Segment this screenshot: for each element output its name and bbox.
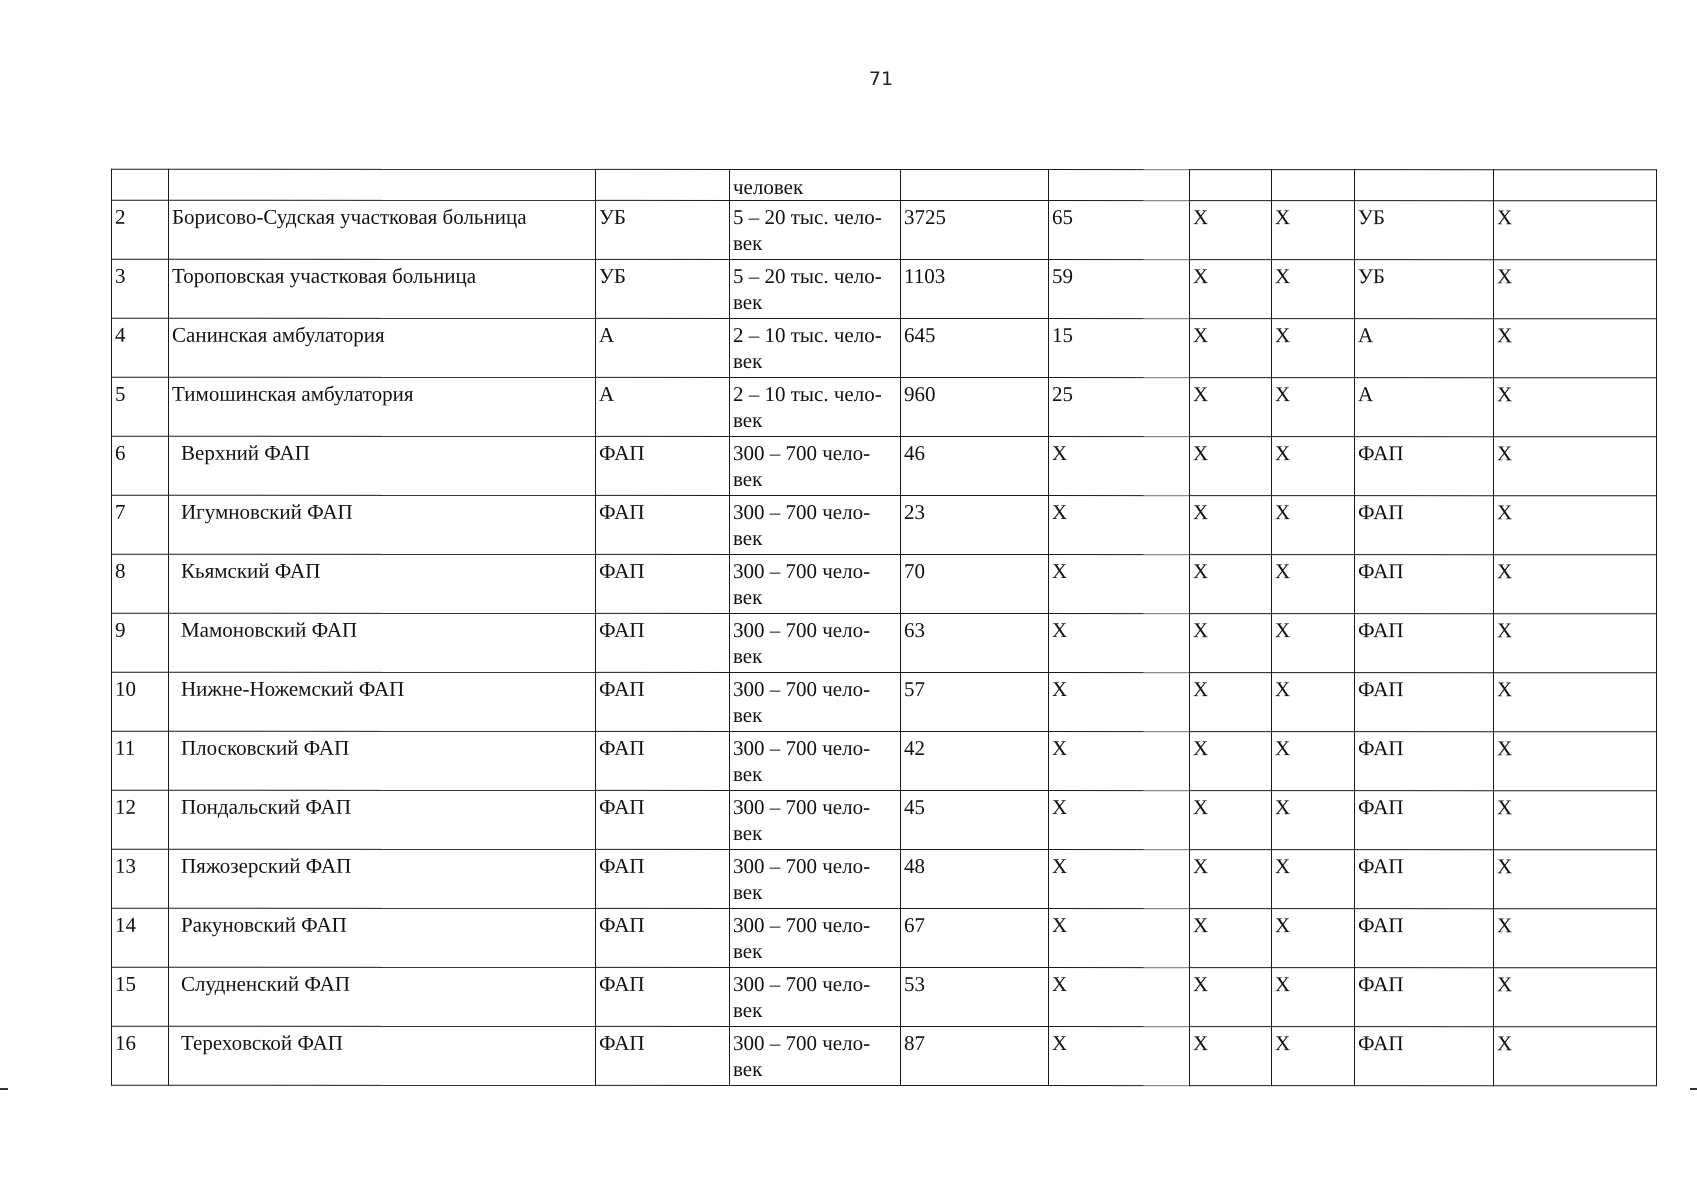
cell-num: 11: [112, 731, 169, 790]
cell-name: Тимошинская амбулатория: [169, 377, 596, 436]
table-row: [112, 849, 1657, 909]
cell-target: УБ: [1355, 201, 1494, 260]
cell-type: ФАП: [596, 436, 730, 495]
cell-num: 15: [112, 967, 169, 1026]
cell-population: 300 – 700 чело-век: [730, 1026, 901, 1085]
cell-col10: Х: [1494, 496, 1657, 555]
cell-num: 7: [112, 495, 169, 554]
table-row: [112, 613, 1657, 673]
cell-population: 300 – 700 чело-век: [730, 554, 901, 613]
cell-col8: Х: [1272, 378, 1355, 437]
cell-type: ФАП: [596, 731, 730, 790]
table-row: [112, 731, 1657, 791]
cell-name: Нижне-Ножемский ФАП: [169, 672, 596, 731]
cell-col8: Х: [1272, 496, 1355, 555]
cell-name: Верхний ФАП: [169, 436, 596, 495]
cell-type: ФАП: [596, 672, 730, 731]
cell-col7: Х: [1190, 732, 1272, 791]
scan-edge-mark-right: [1690, 1088, 1697, 1090]
cell-type: ФАП: [596, 495, 730, 554]
cell-col8: Х: [1272, 850, 1355, 909]
cell-type: ФАП: [596, 613, 730, 672]
cell-col7: Х: [1190, 555, 1272, 614]
cell-num: 13: [112, 849, 169, 908]
cell-name: Пондальский ФАП: [169, 790, 596, 849]
cell-col7: Х: [1190, 1027, 1272, 1086]
cell-value2: Х: [1049, 1027, 1190, 1086]
cell-col7: Х: [1190, 496, 1272, 555]
cell-value1: 48: [901, 850, 1049, 909]
cell-col7: Х: [1190, 614, 1272, 673]
cell-type: ФАП: [596, 790, 730, 849]
cell-num: 14: [112, 908, 169, 967]
cell-value2: 25: [1049, 378, 1190, 437]
cell-value1: 45: [901, 791, 1049, 850]
table-row: [112, 318, 1657, 378]
cell-value1: 645: [901, 319, 1049, 378]
cell-col8: Х: [1272, 437, 1355, 496]
cell-target: ФАП: [1355, 614, 1494, 673]
cell-population: 300 – 700 чело-век: [730, 436, 901, 495]
cell-name: Слудненский ФАП: [169, 967, 596, 1026]
cell-type: ФАП: [596, 967, 730, 1026]
cell-population: 300 – 700 чело-век: [730, 790, 901, 849]
cell-type: А: [596, 377, 730, 436]
cell-type: А: [596, 318, 730, 377]
cell-value1: 57: [901, 673, 1049, 732]
cell-value1: 53: [901, 968, 1049, 1027]
cell-value2: Х: [1049, 437, 1190, 496]
cell-target: [1355, 170, 1494, 201]
cell-value2: Х: [1049, 732, 1190, 791]
cell-col10: Х: [1494, 614, 1657, 673]
table-body: [112, 169, 1657, 1086]
cell-value1: 70: [901, 555, 1049, 614]
cell-value1: 960: [901, 378, 1049, 437]
cell-value2: [1049, 170, 1190, 201]
cell-col7: Х: [1190, 968, 1272, 1027]
cell-col10: Х: [1494, 1027, 1657, 1086]
cell-population: 300 – 700 чело-век: [730, 967, 901, 1026]
cell-num: 9: [112, 613, 169, 672]
cell-population: 2 – 10 тыс. чело-век: [730, 318, 901, 377]
cell-target: ФАП: [1355, 850, 1494, 909]
cell-population: 5 – 20 тыс. чело-век: [730, 259, 901, 318]
table-row: [112, 1026, 1657, 1086]
cell-population: человек: [730, 169, 901, 200]
cell-col8: Х: [1272, 319, 1355, 378]
cell-col8: Х: [1272, 555, 1355, 614]
cell-population: 300 – 700 чело-век: [730, 613, 901, 672]
cell-value2: Х: [1049, 496, 1190, 555]
cell-num: 12: [112, 790, 169, 849]
cell-target: УБ: [1355, 260, 1494, 319]
cell-col8: Х: [1272, 791, 1355, 850]
cell-target: ФАП: [1355, 1027, 1494, 1086]
table-row: [112, 200, 1657, 260]
cell-target: ФАП: [1355, 732, 1494, 791]
cell-value2: 15: [1049, 319, 1190, 378]
cell-num: 5: [112, 377, 169, 436]
cell-value2: Х: [1049, 909, 1190, 968]
cell-type: УБ: [596, 259, 730, 318]
cell-value1: 42: [901, 732, 1049, 791]
table-row: [112, 908, 1657, 968]
cell-col7: Х: [1190, 378, 1272, 437]
cell-name: Борисово-Судская участковая больница: [169, 200, 596, 259]
cell-num: 8: [112, 554, 169, 613]
cell-col7: Х: [1190, 909, 1272, 968]
cell-num: 16: [112, 1026, 169, 1085]
cell-target: А: [1355, 378, 1494, 437]
table-row: [112, 377, 1657, 437]
cell-value1: 1103: [901, 260, 1049, 319]
cell-value2: Х: [1049, 791, 1190, 850]
cell-type: ФАП: [596, 1026, 730, 1085]
cell-target: ФАП: [1355, 496, 1494, 555]
table-row: [112, 436, 1657, 496]
table-row: [112, 259, 1657, 319]
cell-col8: [1272, 170, 1355, 201]
cell-col8: Х: [1272, 1027, 1355, 1086]
cell-name: Тороповская участковая больница: [169, 259, 596, 318]
table-row: [112, 967, 1657, 1027]
cell-target: ФАП: [1355, 909, 1494, 968]
cell-col8: Х: [1272, 673, 1355, 732]
cell-col10: Х: [1494, 791, 1657, 850]
cell-type: ФАП: [596, 908, 730, 967]
cell-col7: Х: [1190, 850, 1272, 909]
table-row: [112, 495, 1657, 555]
cell-num: 6: [112, 436, 169, 495]
cell-name: Плосковский ФАП: [169, 731, 596, 790]
cell-value2: Х: [1049, 614, 1190, 673]
cell-value2: 65: [1049, 201, 1190, 260]
cell-target: ФАП: [1355, 437, 1494, 496]
table-row: [112, 554, 1657, 614]
cell-type: [596, 169, 730, 200]
cell-col7: Х: [1190, 260, 1272, 319]
cell-population: 2 – 10 тыс. чело-век: [730, 377, 901, 436]
cell-num: 4: [112, 318, 169, 377]
cell-col7: Х: [1190, 319, 1272, 378]
cell-name: Ракуновский ФАП: [169, 908, 596, 967]
cell-col10: Х: [1494, 555, 1657, 614]
cell-value1: 46: [901, 437, 1049, 496]
cell-name: Мамоновский ФАП: [169, 613, 596, 672]
cell-type: УБ: [596, 200, 730, 259]
cell-population: 300 – 700 чело-век: [730, 672, 901, 731]
cell-col10: [1494, 170, 1657, 201]
cell-col10: Х: [1494, 673, 1657, 732]
cell-name: Игумновский ФАП: [169, 495, 596, 554]
cell-value1: 67: [901, 909, 1049, 968]
cell-name: Пяжозерский ФАП: [169, 849, 596, 908]
cell-col7: Х: [1190, 791, 1272, 850]
cell-col10: Х: [1494, 968, 1657, 1027]
cell-name: Тереховской ФАП: [169, 1026, 596, 1085]
cell-value2: Х: [1049, 555, 1190, 614]
cell-value2: Х: [1049, 968, 1190, 1027]
cell-num: 10: [112, 672, 169, 731]
cell-target: ФАП: [1355, 968, 1494, 1027]
cell-col10: Х: [1494, 437, 1657, 496]
cell-value2: 59: [1049, 260, 1190, 319]
cell-target: ФАП: [1355, 673, 1494, 732]
cell-col10: Х: [1494, 850, 1657, 909]
cell-col10: Х: [1494, 201, 1657, 260]
cell-value2: Х: [1049, 673, 1190, 732]
cell-num: [112, 169, 169, 200]
cell-col7: Х: [1190, 201, 1272, 260]
table-row: [112, 672, 1657, 732]
cell-value1: 63: [901, 614, 1049, 673]
cell-target: А: [1355, 319, 1494, 378]
cell-num: 3: [112, 259, 169, 318]
cell-type: ФАП: [596, 554, 730, 613]
cell-col8: Х: [1272, 732, 1355, 791]
cell-col7: [1190, 170, 1272, 201]
cell-population: 5 – 20 тыс. чело-век: [730, 200, 901, 259]
cell-name: Кьямский ФАП: [169, 554, 596, 613]
facilities-table: [111, 169, 1657, 1087]
table-row: [112, 790, 1657, 850]
cell-target: ФАП: [1355, 555, 1494, 614]
cell-col8: Х: [1272, 968, 1355, 1027]
cell-value1: 23: [901, 496, 1049, 555]
cell-col10: Х: [1494, 909, 1657, 968]
cell-population: 300 – 700 чело-век: [730, 731, 901, 790]
cell-col10: Х: [1494, 319, 1657, 378]
continuation-row: [112, 169, 1657, 201]
cell-type: ФАП: [596, 849, 730, 908]
cell-value1: [901, 170, 1049, 201]
cell-col10: Х: [1494, 732, 1657, 791]
cell-value1: 3725: [901, 201, 1049, 260]
cell-name: Санинская амбулатория: [169, 318, 596, 377]
document-table-container: [111, 169, 1656, 1087]
cell-col10: Х: [1494, 260, 1657, 319]
cell-col7: Х: [1190, 673, 1272, 732]
cell-num: 2: [112, 200, 169, 259]
cell-value2: Х: [1049, 850, 1190, 909]
cell-name: [169, 169, 596, 200]
cell-population: 300 – 700 чело-век: [730, 495, 901, 554]
cell-col8: Х: [1272, 909, 1355, 968]
cell-target: ФАП: [1355, 791, 1494, 850]
cell-population: 300 – 700 чело-век: [730, 849, 901, 908]
cell-col8: Х: [1272, 260, 1355, 319]
cell-population: 300 – 700 чело-век: [730, 908, 901, 967]
cell-col10: Х: [1494, 378, 1657, 437]
cell-col7: Х: [1190, 437, 1272, 496]
cell-col8: Х: [1272, 201, 1355, 260]
cell-value1: 87: [901, 1027, 1049, 1086]
cell-col8: Х: [1272, 614, 1355, 673]
scan-edge-mark-left: [0, 1088, 8, 1090]
page-number: 71: [868, 68, 894, 90]
